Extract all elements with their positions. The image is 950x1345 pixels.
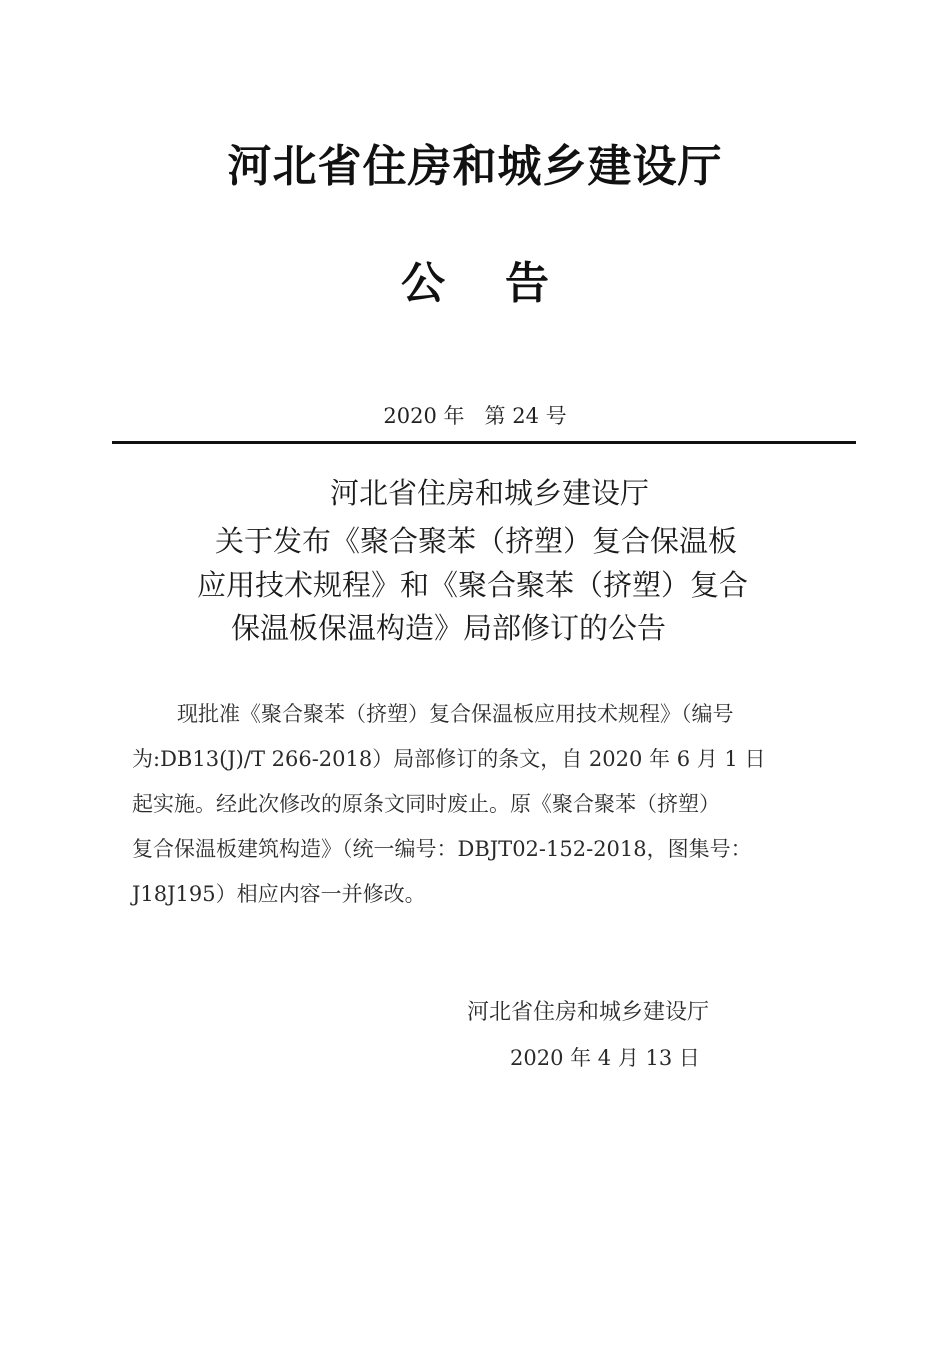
announcement-title-line-2: 关于发布《聚合聚苯（挤塑）复合保温板 [215, 524, 738, 558]
document-type-char-1: 公 [401, 258, 445, 309]
body-line-2: 为:DB13(J)/T 266-2018）局部修订的条文，自 2020 年 6 月 1 日 [132, 747, 766, 771]
body-line-5: J18J195）相应内容一并修改。 [132, 882, 426, 906]
announcement-title-line-3: 应用技术规程》和《聚合聚苯（挤塑）复合 [197, 568, 749, 602]
body-line-4: 复合保温板建筑构造》（统一编号：DBJT02-152-2018，图集号： [132, 837, 752, 861]
announcement-body [132, 692, 832, 917]
announcement-title-line-1: 河北省住房和城乡建设厅 [330, 476, 650, 510]
document-type-char-2: 告 [505, 258, 549, 309]
issuing-agency-heading: 河北省住房和城乡建设厅 [227, 141, 723, 192]
body-line-1: 现批准《聚合聚苯（挤塑）复合保温板应用技术规程》（编号 [177, 702, 734, 726]
announcement-title-line-4: 保温板保温构造》局部修订的公告 [231, 611, 667, 645]
document-number: 2020 年 第 24 号 [383, 404, 567, 428]
header-divider [112, 441, 856, 444]
body-line-3: 起实施。经此次修改的原条文同时废止。原《聚合聚苯（挤塑） [132, 792, 720, 816]
signature-date: 2020 年 4 月 13 日 [510, 1046, 700, 1070]
document-type-heading [0, 247, 950, 311]
signature-organization: 河北省住房和城乡建设厅 [467, 1000, 710, 1025]
